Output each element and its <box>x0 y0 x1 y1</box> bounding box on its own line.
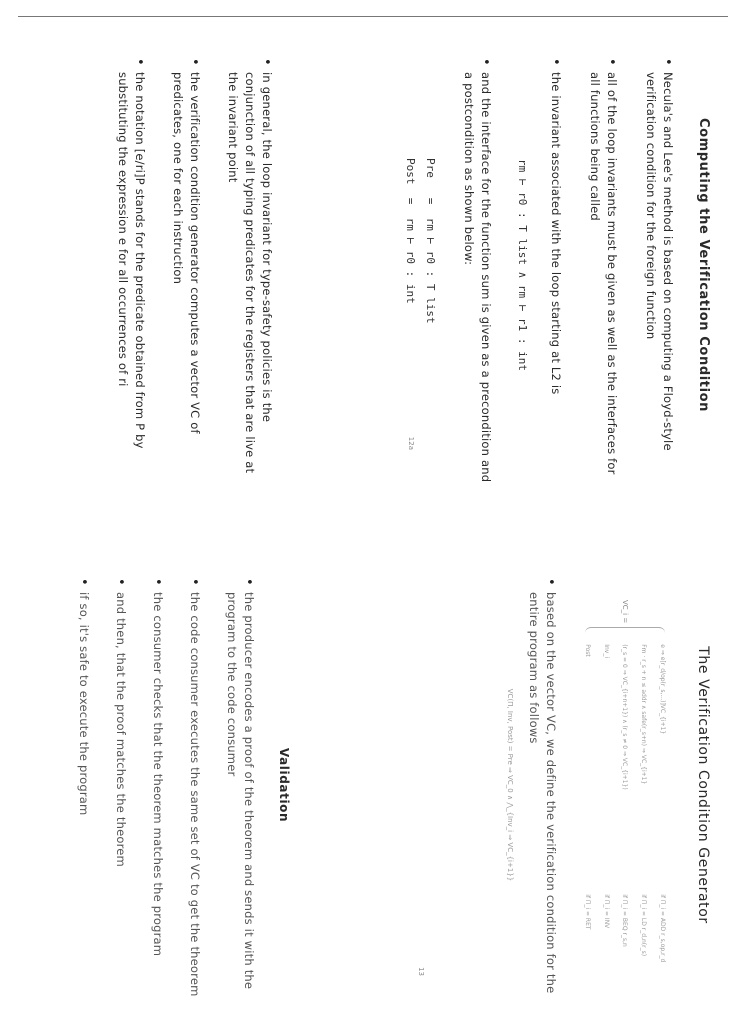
bullet-item: • and then, that the proof matches the theorem <box>112 592 129 1010</box>
bullet-item: • the consumer checks that the theorem matches the program <box>149 592 166 1010</box>
slide-loop-invariants <box>0 40 305 490</box>
slide-vc-generator <box>385 560 725 1010</box>
slide-computing-vc <box>385 40 725 490</box>
vc-case: Post if Π_i = RET <box>584 644 591 930</box>
bullet-item: • based on the vector VC, we define the verification condition for the entire program as follows <box>525 592 559 1010</box>
slide-title: Computing the Verification Condition <box>696 117 711 413</box>
vc-definition <box>575 600 675 1010</box>
vc-cases <box>584 644 666 1004</box>
vc-case: Inv_i if Π_i = INV <box>602 644 610 929</box>
pre-post-conditions <box>400 158 440 490</box>
vc-case: (r_s = 0 ⇒ VC_{i+n+1}) ∧ (r_s ≠ 0 ⇒ VC_{i+1}) if Π_i = BEQ r_s,n <box>621 644 629 947</box>
postcondition: Post = rm ⊢ r0 : int <box>404 158 417 304</box>
bullet-item: • the invariant associated with the loop starting at L2 is <box>547 72 564 490</box>
bullet-list <box>114 40 275 490</box>
slide-title: The Verification Condition Generator <box>695 646 711 924</box>
bullet-item: • the code consumer executes the same set of VC to get the theorem <box>186 592 203 1010</box>
slide-title: Validation <box>277 747 291 823</box>
vc-case: Fm · r_s + n ≤ addr ∧ safe(r_s+n) ⇒ VC_{i+1} if Π_i = LD r_d,n(r_s) <box>640 644 648 957</box>
bullet-item: • in general, the loop invariant for type-safety policies is the conjunction of all typing predicates for the registers that are live at the invariant point <box>224 72 275 490</box>
bullet-list <box>75 560 257 1010</box>
page-number: 12a <box>407 436 415 450</box>
bullet-item: • and the interface for the function sum is given as a precondition and a postcondition as shown below: <box>460 72 494 490</box>
bullet-item: • Necula's and Lee's method is based on computing a Floyd-style verification condition for the foreign function <box>642 72 676 490</box>
bullet-list <box>547 40 676 490</box>
precondition: Pre = rm ⊢ r0 : T list <box>424 158 437 324</box>
bullet-list <box>460 40 494 490</box>
bullet-item: • the notation [e/ri]P stands for the predicate obtained from P by substituting the expression e for all occurrences of ri <box>114 72 148 490</box>
bullet-item: • the producer encodes a proof of the theorem and sends it with the program to the code consumer <box>223 592 257 1010</box>
bullet-item: • the verification condition generator computes a vector VC of predicates, one for each instruction <box>169 72 203 490</box>
page-number: 13 <box>417 967 425 976</box>
slide-validation <box>0 560 305 1010</box>
bullet-item: • if so, it's safe to execute the program <box>75 592 92 1010</box>
bullet-list <box>525 560 559 1010</box>
vc-program-formula: VC(Π, Inv, Post) = Pre ⇒ VC_0 ∧ ⋀_{Inv_i ⇒ VC_{i+1}} <box>506 688 514 882</box>
vc-label: VC_i = <box>621 600 629 624</box>
vc-case: e ⇒ e[r_d/op(r_s,...)]VC_{i+1} if Π_i = ADD r_s,op,r_d <box>659 644 666 963</box>
bullet-item: • all of the loop invariants must be given as well as the interfaces for all functions being called <box>586 72 620 490</box>
loop-invariant-formula: rm ⊢ r0 : T list ∧ rm ⊢ r1 : int <box>516 159 529 371</box>
left-brace-icon <box>585 627 665 638</box>
